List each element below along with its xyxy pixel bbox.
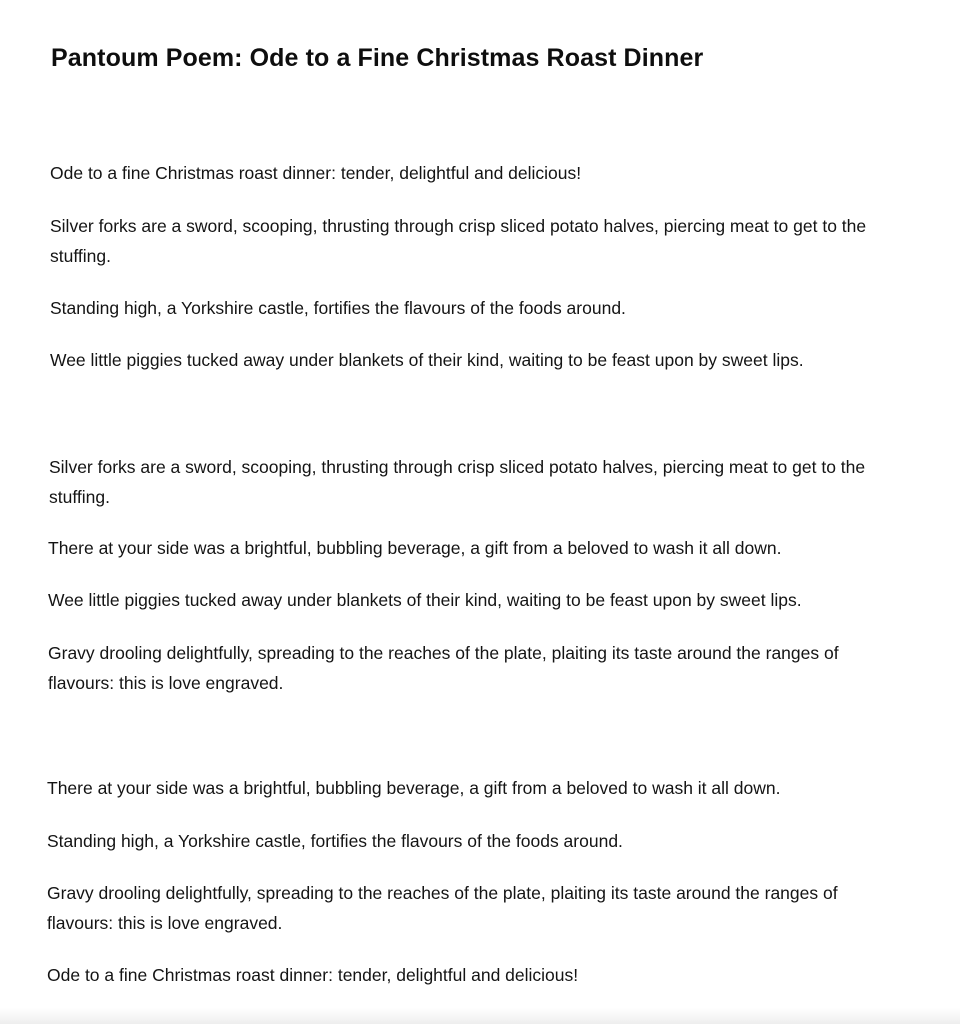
stanza-3-line-4: Ode to a fine Christmas roast dinner: tender, delightful and delicious! bbox=[47, 965, 579, 985]
stanza-2-line-4: Gravy drooling delightfully, spreading to the reaches of the plate, plaiting its taste around the ranges of flavours: this is love engraved. bbox=[48, 643, 839, 693]
stanza-2-line-2: There at your side was a brightful, bubbling beverage, a gift from a beloved to wash it all down. bbox=[48, 538, 782, 558]
stanza-3-line-3: Gravy drooling delightfully, spreading to the reaches of the plate, plaiting its taste around the ranges of flavours: this is love engraved. bbox=[47, 883, 838, 933]
poem-title: Pantoum Poem: Ode to a Fine Christmas Roast Dinner bbox=[51, 44, 704, 72]
stanza-1-line-2: Silver forks are a sword, scooping, thrusting through crisp sliced potato halves, piercing meat to get to the stuffing. bbox=[50, 216, 867, 266]
stanza-1-line-1: Ode to a fine Christmas roast dinner: tender, delightful and delicious! bbox=[50, 163, 582, 183]
stanza-1-line-4: Wee little piggies tucked away under blankets of their kind, waiting to be feast upon by sweet lips. bbox=[50, 350, 804, 370]
stanza-2-line-3: Wee little piggies tucked away under blankets of their kind, waiting to be feast upon by sweet lips. bbox=[48, 590, 802, 610]
stanza-2-line-1: Silver forks are a sword, scooping, thrusting through crisp sliced potato halves, piercing meat to get to the stuffing. bbox=[49, 457, 866, 507]
page-bottom-edge bbox=[0, 1008, 960, 1024]
stanza-3-line-2: Standing high, a Yorkshire castle, fortifies the flavours of the foods around. bbox=[47, 831, 623, 851]
stanza-3-line-1: There at your side was a brightful, bubbling beverage, a gift from a beloved to wash it all down. bbox=[47, 778, 781, 798]
stanza-1-line-3: Standing high, a Yorkshire castle, fortifies the flavours of the foods around. bbox=[50, 298, 626, 318]
